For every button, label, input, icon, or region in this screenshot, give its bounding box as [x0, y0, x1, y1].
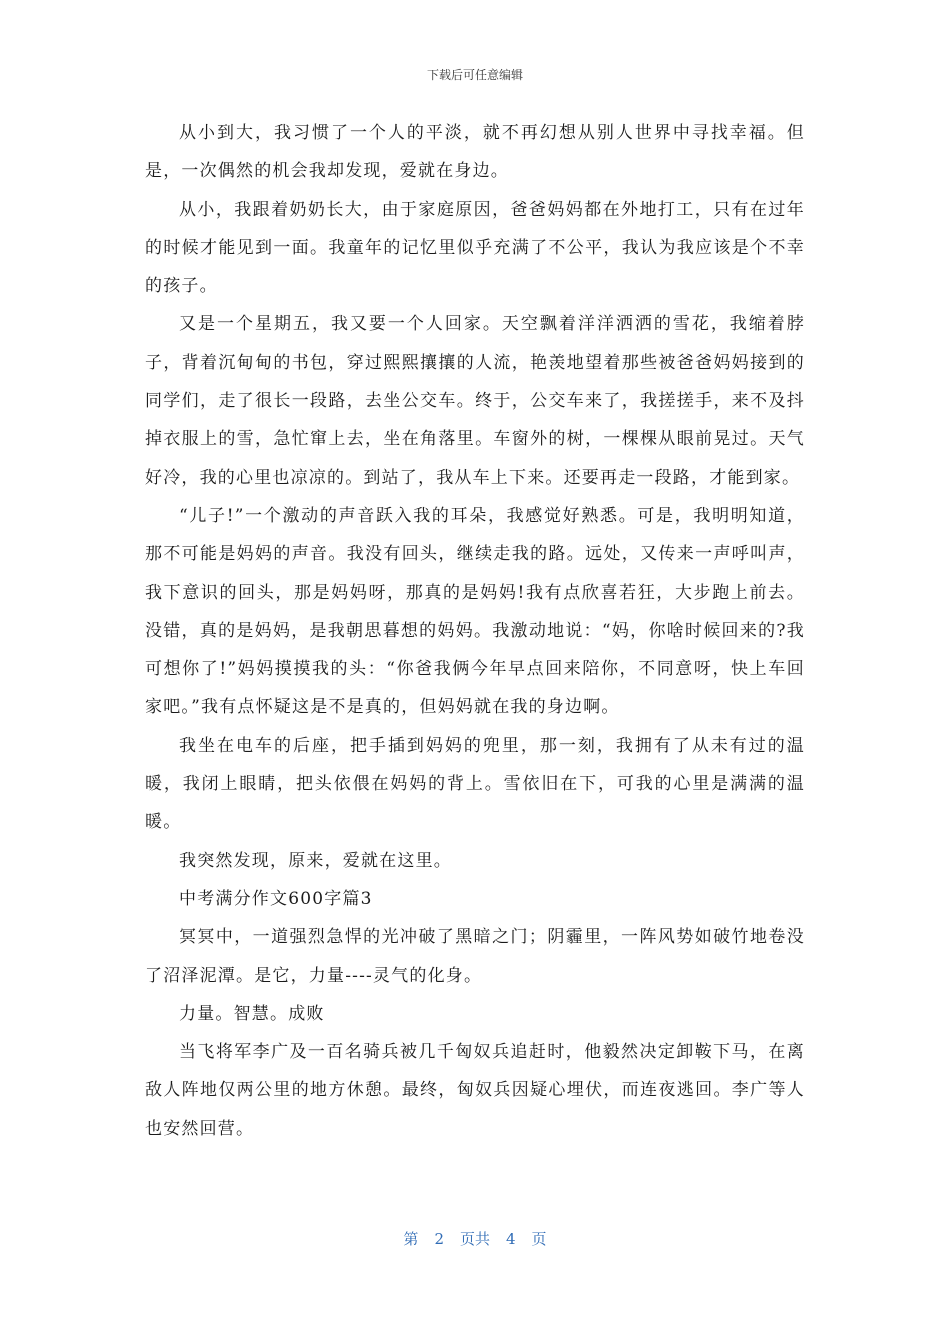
- footer-prefix: 第: [403, 1230, 419, 1248]
- page-number-footer: [0, 1228, 950, 1249]
- paragraph-7: 冥冥中，一道强烈急悍的光冲破了黑暗之门；阴霾里，一阵风势如破竹地卷没了沼泽泥潭。是它，力量----灵气的化身。: [145, 927, 805, 986]
- paragraph-6: 我突然发现，原来，爱就在这里。: [179, 850, 452, 871]
- paragraph-5: 我坐在电车的后座，把手插到妈妈的兜里，那一刻，我拥有了从未有过的温暖，我闭上眼睛，把头依偎在妈妈的背上。雪依旧在下，可我的心里是满满的温暖。: [145, 735, 805, 833]
- paragraph-1: 从小到大，我习惯了一个人的平淡，就不再幻想从别人世界中寻找幸福。但是，一次偶然的机会我却发现，爱就在身边。: [145, 123, 805, 182]
- section-heading: 中考满分作文600字篇3: [179, 888, 373, 909]
- footer-current-page: 2: [434, 1230, 444, 1248]
- document-body: [145, 114, 805, 1148]
- page-header: 下载后可任意编辑: [426, 68, 523, 82]
- paragraph-2: 从小，我跟着奶奶长大，由于家庭原因，爸爸妈妈都在外地打工，只有在过年的时候才能见到一面。我童年的记忆里似乎充满了不公平，我认为我应该是个不幸的孩子。: [145, 199, 805, 297]
- paragraph-3: 又是一个星期五，我又要一个人回家。天空飘着洋洋洒洒的雪花，我缩着脖子，背着沉甸甸的书包，穿过熙熙攘攘的人流，艳羡地望着那些被爸爸妈妈接到的同学们，走了很长一段路，去坐公交车。终于，公交车来了，我搓搓手，来不及抖掉衣服上的雪，急忙窜上去，坐在角落里。车窗外的树，一棵棵从眼前晃过。天气好冷，我的心里也凉凉的。到站了，我从车上下来。还要再走一段路，才能到家。: [145, 314, 805, 488]
- footer-middle: 页共: [459, 1230, 490, 1248]
- footer-total-pages: 4: [506, 1230, 516, 1248]
- footer-suffix: 页: [531, 1230, 547, 1248]
- paragraph-8: 力量。智慧。成败: [179, 1003, 325, 1024]
- paragraph-9: 当飞将军李广及一百名骑兵被几千匈奴兵追赶时，他毅然决定卸鞍下马，在离敌人阵地仅两公里的地方休憩。最终，匈奴兵因疑心埋伏，而连夜逃回。李广等人也安然回营。: [145, 1042, 805, 1139]
- paragraph-4: “儿子!”一个激动的声音跃入我的耳朵，我感觉好熟悉。可是，我明明知道，那不可能是妈妈的声音。我没有回头，继续走我的路。远处，又传来一声呼叫声，我下意识的回头，那是妈妈呀，那真的是妈妈!我有点欣喜若狂，大步跑上前去。没错，真的是妈妈，是我朝思暮想的妈妈。我激动地说：“妈，你啥时候回来的?我可想你了!”妈妈摸摸我的头：“你爸我俩今年早点回来陪你，不同意呀，快上车回家吧。”我有点怀疑这是不是真的，但妈妈就在我的身边啊。: [145, 505, 805, 718]
